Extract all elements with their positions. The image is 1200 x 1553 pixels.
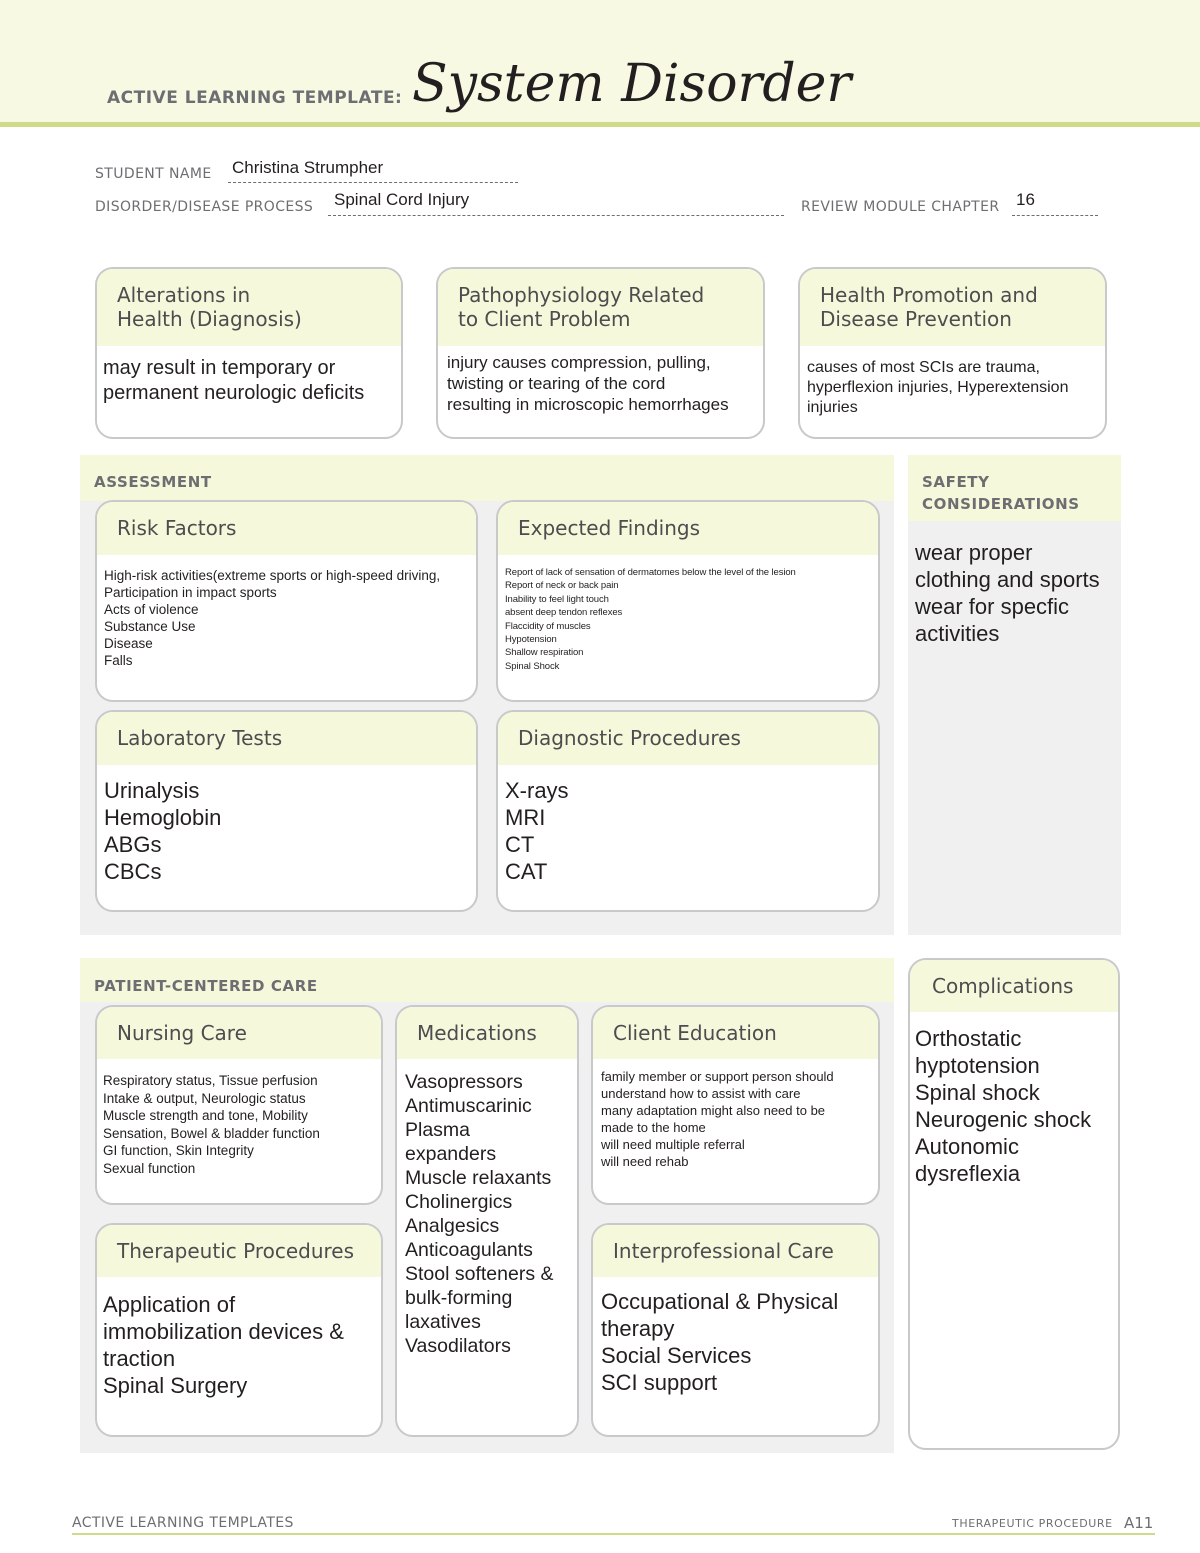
student-name-field[interactable]: Christina Strumpher <box>232 158 384 177</box>
risk-factors-title: Risk Factors <box>97 502 476 555</box>
footer-left-label: ACTIVE LEARNING TEMPLATES <box>72 1515 294 1531</box>
disorder-label: DISORDER/DISEASE PROCESS <box>95 199 314 215</box>
chapter-label: REVIEW MODULE CHAPTER <box>801 199 1000 215</box>
laboratory-tests-card <box>95 710 478 912</box>
health-promotion-title: Health Promotion and Disease Prevention <box>800 269 1105 346</box>
footer-divider <box>72 1533 1155 1535</box>
safety-label: SAFETY CONSIDERATIONS <box>922 473 1080 513</box>
footer-page-number: A11 <box>1124 1514 1154 1532</box>
complications-title: Complications <box>910 960 1118 1012</box>
medications-content[interactable]: Vasopressors Antimuscarinic Plasma expanders Muscle relaxants Cholinergics Analgesics Anticoagulants Stool softeners & bulk-forming laxatives Vasodilators <box>405 1071 554 1357</box>
alterations-title: Alterations in Health (Diagnosis) <box>97 269 401 346</box>
client-education-title: Client Education <box>593 1007 878 1059</box>
header-divider <box>0 122 1200 127</box>
diagnostic-procedures-card <box>496 710 880 912</box>
student-name-label: STUDENT NAME <box>95 166 212 182</box>
therapeutic-procedures-card <box>95 1223 383 1437</box>
therapeutic-procedures-content[interactable]: Application of immobilization devices & traction Spinal Surgery <box>103 1292 344 1398</box>
medications-card <box>395 1005 579 1437</box>
risk-factors-content[interactable]: High-risk activities(extreme sports or high-speed driving, Participation in impact sports Acts of violence Substance Use Disease Falls <box>104 568 441 668</box>
disorder-field[interactable]: Spinal Cord Injury <box>334 190 470 209</box>
interprofessional-care-content[interactable]: Occupational & Physical therapy Social Services SCI support <box>601 1289 839 1395</box>
template-label: ACTIVE LEARNING TEMPLATE: <box>107 88 403 108</box>
health-promotion-card <box>798 267 1107 439</box>
pathophysiology-card <box>436 267 765 439</box>
complications-content[interactable]: Orthostatic hyptotension Spinal shock Neurogenic shock Autonomic dysreflexia <box>915 1026 1092 1186</box>
laboratory-tests-title: Laboratory Tests <box>97 712 476 765</box>
nursing-care-card <box>95 1005 383 1205</box>
risk-factors-card <box>95 500 478 702</box>
diagnostic-procedures-title: Diagnostic Procedures <box>498 712 878 765</box>
footer-right-label: THERAPEUTIC PROCEDURE <box>952 1517 1113 1530</box>
alterations-card <box>95 267 403 439</box>
laboratory-tests-content[interactable]: Urinalysis Hemoglobin ABGs CBCs <box>104 778 222 884</box>
chapter-underline <box>1012 215 1098 216</box>
chapter-field[interactable]: 16 <box>1016 190 1035 209</box>
patient-care-label: PATIENT-CENTERED CARE <box>94 977 318 995</box>
pathophysiology-title: Pathophysiology Related to Client Problem <box>438 269 763 346</box>
alterations-content[interactable]: may result in temporary or permanent neurologic deficits <box>103 357 365 404</box>
template-title: System Disorder <box>412 54 852 114</box>
complications-card <box>908 958 1120 1450</box>
nursing-care-title: Nursing Care <box>97 1007 381 1059</box>
expected-findings-card <box>496 500 880 702</box>
medications-title: Medications <box>397 1007 577 1059</box>
expected-findings-title: Expected Findings <box>498 502 878 555</box>
expected-findings-content[interactable]: Report of lack of sensation of dermatomes below the level of the lesion Report of neck or back pain Inability to feel light touch absent deep tendon reflexes Flaccidity of muscles Hypotension Shallow respiration Spinal Shock <box>505 567 796 672</box>
nursing-care-content[interactable]: Respiratory status, Tissue perfusion Intake & output, Neurologic status Muscle strength and tone, Mobility Sensation, Bowel & bladder function GI function, Skin Integrity Sexual function <box>103 1073 320 1176</box>
interprofessional-care-title: Interprofessional Care <box>593 1225 878 1277</box>
interprofessional-care-card <box>591 1223 880 1437</box>
therapeutic-procedures-title: Therapeutic Procedures <box>97 1225 381 1277</box>
diagnostic-procedures-content[interactable]: X-rays MRI CT CAT <box>505 778 569 884</box>
assessment-label: ASSESSMENT <box>94 473 212 491</box>
student-name-underline <box>228 182 518 183</box>
safety-section <box>908 455 1121 935</box>
client-education-card <box>591 1005 880 1205</box>
client-education-content[interactable]: family member or support person should understand how to assist with care many adaptation might also need to be made to the home will need multiple referral will need rehab <box>601 1069 834 1169</box>
safety-content[interactable]: wear proper clothing and sports wear for specfic activities <box>915 540 1100 646</box>
health-promotion-content[interactable]: causes of most SCIs are trauma, hyperflexion injuries, Hyperextension injuries <box>807 359 1069 416</box>
pathophysiology-content[interactable]: injury causes compression, pulling, twisting or tearing of the cord resulting in microscopic hemorrhages <box>447 353 729 414</box>
disorder-underline <box>328 215 784 216</box>
